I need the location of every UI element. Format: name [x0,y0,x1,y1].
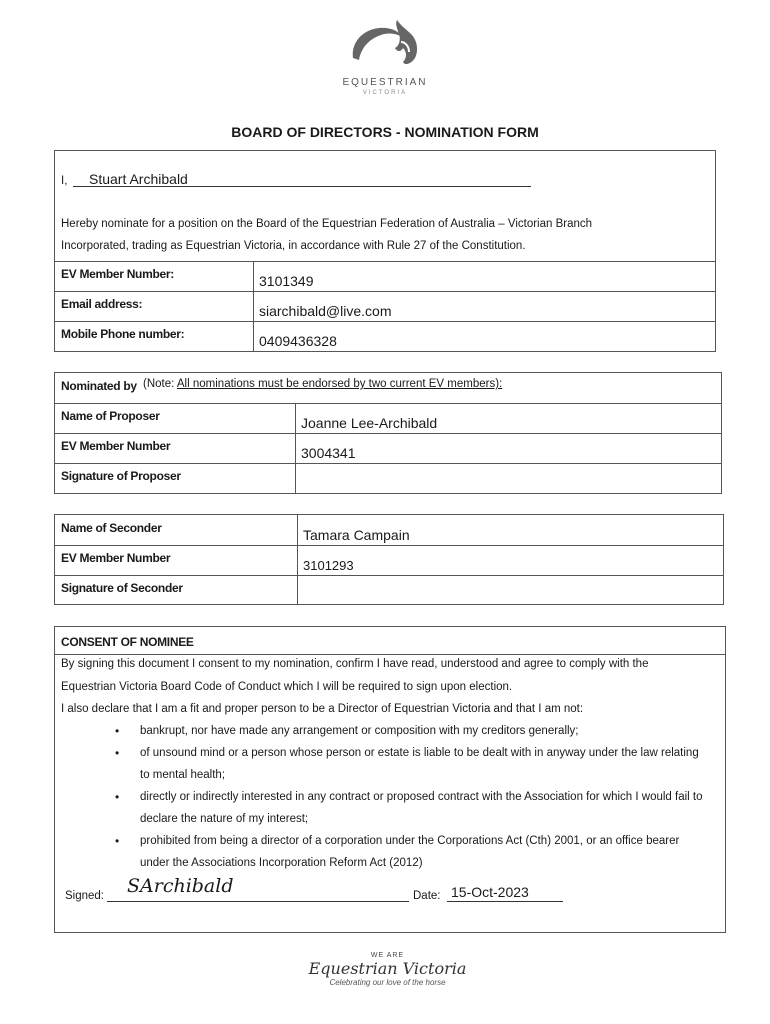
form-title: BOARD OF DIRECTORS - NOMINATION FORM [231,124,539,140]
list-item: • of unsound mind or a person whose person or estate is liable to be dealt with in anyway under the law relating to mental health; [115,742,705,786]
disqualification-list [115,720,705,874]
equestrian-victoria-logo [330,18,440,96]
seconder-member-field[interactable]: 3101293 [303,558,354,573]
nominee-signature[interactable]: SArchibald [127,875,234,897]
consent-para-line-2: Equestrian Victoria Board Code of Conduct which I will be required to sign upon election. [61,681,513,693]
consent-para-line-1: By signing this document I consent to my nomination, confirm I have read, understood and agree to comply with the [61,658,649,670]
mobile-field[interactable]: 0409436328 [259,333,337,349]
proposer-section [54,372,722,494]
signed-label: Signed: [65,890,105,902]
footer-brand-name: Equestrian Victoria [308,959,467,978]
seconder-name-label: Name of Seconder [61,521,162,535]
list-item: • directly or indirectly interested in any contract or proposed contract with the Association for which I would fail to declare the nature of my interest; [115,786,705,830]
member-number-label: EV Member Number: [61,267,174,281]
logo-subtext: VICTORIA [362,90,408,96]
nominee-name-field[interactable]: Stuart Archibald [89,171,188,187]
list-item: • prohibited from being a director of a corporation under the Corporations Act (Cth) 2001, or an office bearer under the Associations Incorporation Reform Act (2012) [115,830,705,874]
seconder-section [54,514,724,605]
seconder-name-field[interactable]: Tamara Campain [303,527,410,543]
seconder-signature-label: Signature of Seconder [61,581,183,595]
list-item: • bankrupt, nor have made any arrangement or composition with my creditors generally; [115,720,705,742]
nominated-by-note: (Note: All nominations must be endorsed by two current EV members): [143,378,503,390]
consent-section [54,626,726,933]
date-label: Date: [413,890,441,902]
email-field[interactable]: siarchibald@live.com [259,303,392,319]
logo-wordmark: EQUESTRIAN [342,77,428,88]
signature-line [107,901,409,902]
seconder-member-label: EV Member Number [61,551,171,565]
email-label: Email address: [61,297,143,311]
date-line [447,901,563,902]
footer-brand [300,952,475,987]
nominee-prefix: I, [61,175,68,187]
consent-declaration: I also declare that I am a fit and proper person to be a Director of Equestrian Victoria and that I am not: [61,703,584,715]
footer-tagline: Celebrating our love of the horse [329,978,446,987]
proposer-member-field[interactable]: 3004341 [301,445,356,461]
footer-we-are: WE ARE [370,952,405,959]
nominated-by-heading: Nominated by [61,379,137,393]
horse-head-icon [345,18,425,70]
date-field[interactable]: 15-Oct-2023 [451,884,529,900]
consent-heading: CONSENT OF NOMINEE [61,635,194,649]
statement-line-2: Incorporated, trading as Equestrian Victoria, in accordance with Rule 27 of the Constitution. [61,240,526,252]
statement-line-1: Hereby nominate for a position on the Board of the Equestrian Federation of Australia – Victorian Branch [61,218,593,230]
proposer-member-label: EV Member Number [61,439,171,453]
nominee-section [54,150,716,352]
proposer-name-field[interactable]: Joanne Lee-Archibald [301,415,438,431]
member-number-field[interactable]: 3101349 [259,273,314,289]
proposer-name-label: Name of Proposer [61,409,160,423]
mobile-label: Mobile Phone number: [61,327,185,341]
proposer-signature-label: Signature of Proposer [61,469,181,483]
